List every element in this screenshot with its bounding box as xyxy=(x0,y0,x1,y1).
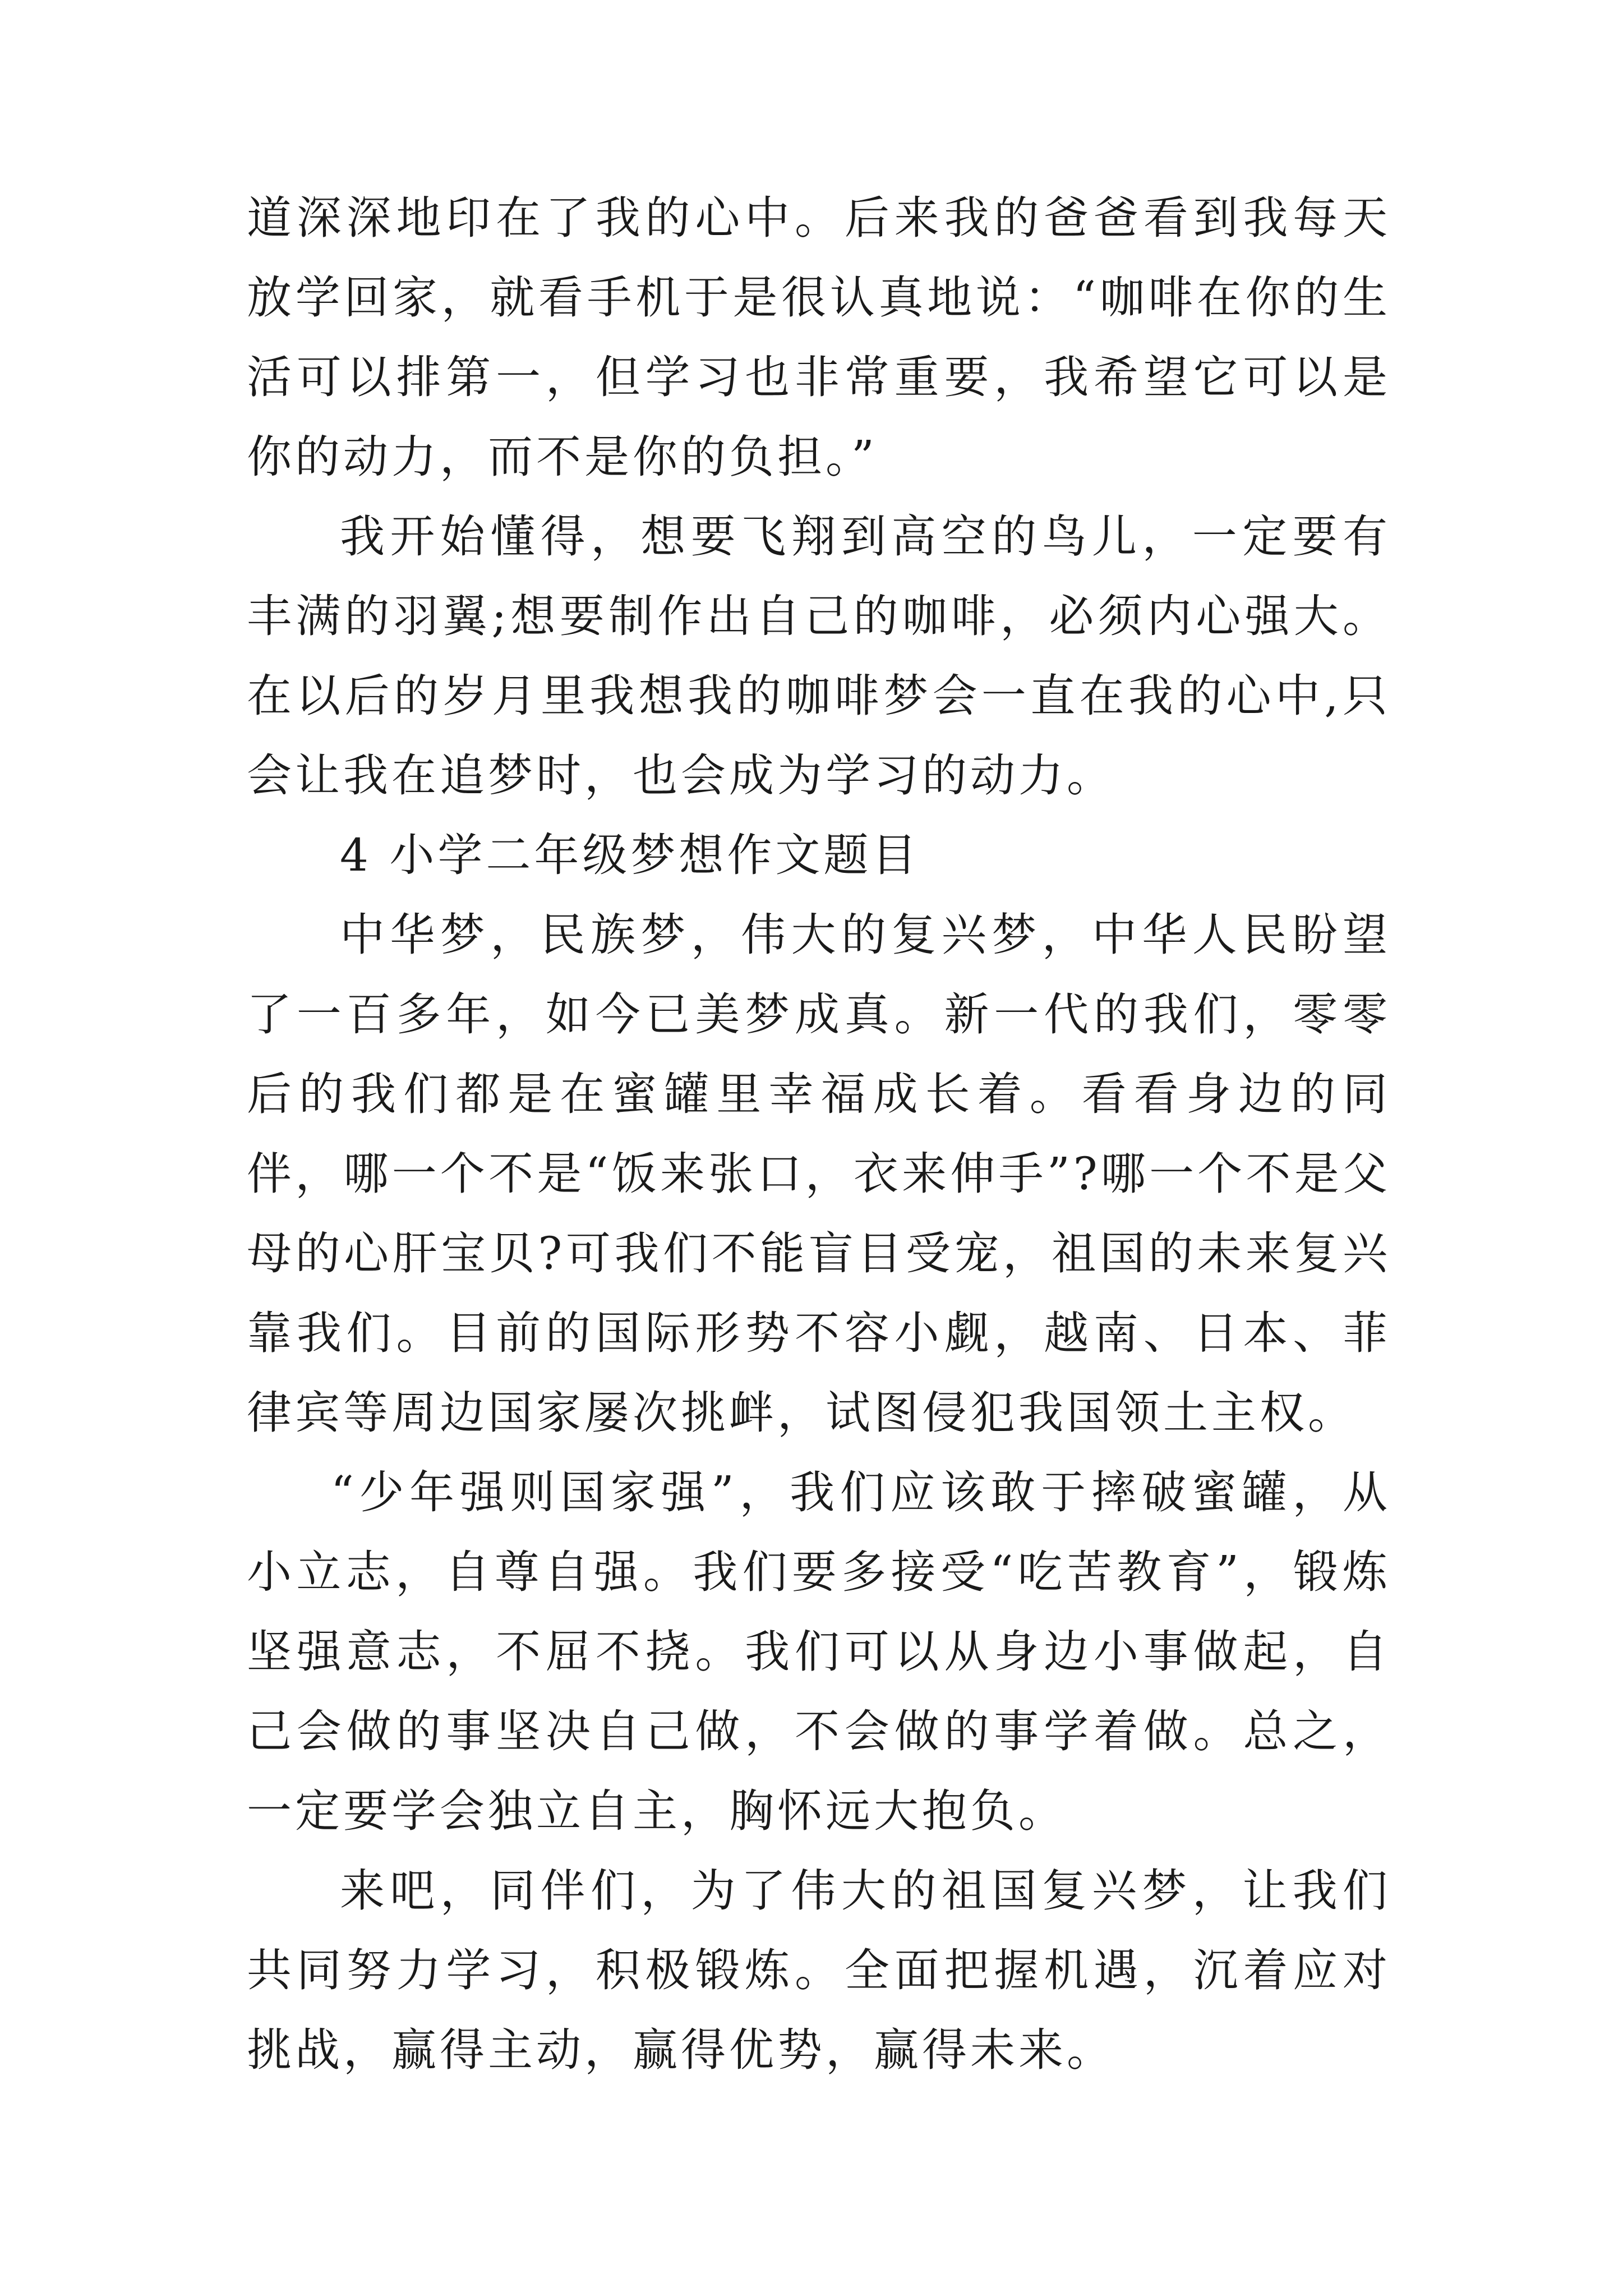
paragraph-continuation: 道深深地印在了我的心中。后来我的爸爸看到我每天放学回家，就看手机于是很认真地说：“咖啡在你的生活可以排第一，但学习也非常重要，我希望它可以是你的动力，而不是你的负担。” xyxy=(247,192,1391,483)
paragraph-youth-strong: “少年强则国家强”，我们应该敢于摔破蜜罐，从小立志，自尊自强。我们要多接受“吃苦教育”，锻炼坚强意志，不屈不挠。我们可以从身边小事做起，自己会做的事坚决自己做，不会做的事学着做。总之，一定要学会独立自主，胸怀远大抱负。 xyxy=(247,1466,1391,1837)
paragraph-coffee-dream: 我开始懂得，想要飞翔到高空的鸟儿，一定要有丰满的羽翼;想要制作出自己的咖啡，必须内心强大。在以后的岁月里我想我的咖啡梦会一直在我的心中,只会让我在追梦时，也会成为学习的动力。 xyxy=(247,510,1391,802)
paragraph-closing: 来吧，同伴们，为了伟大的祖国复兴梦，让我们共同努力学习，积极锻炼。全面把握机遇，沉着应对挑战，赢得主动，赢得优势，赢得未来。 xyxy=(247,1865,1391,2076)
paragraph-china-dream: 中华梦，民族梦，伟大的复兴梦，中华人民盼望了一百多年，如今已美梦成真。新一代的我们，零零后的我们都是在蜜罐里幸福成长着。看看身边的同伴，哪一个不是“饭来张口，衣来伸手”?哪一个不是父母的心肝宝贝?可我们不能盲目受宠，祖国的未来复兴靠我们。目前的国际形势不容小觑，越南、日本、菲律宾等周边国家屡次挑衅，试图侵犯我国领土主权。 xyxy=(247,909,1391,1439)
document-body xyxy=(247,178,1391,2090)
section-heading: 4 小学二年级梦想作文题目 xyxy=(340,829,920,881)
